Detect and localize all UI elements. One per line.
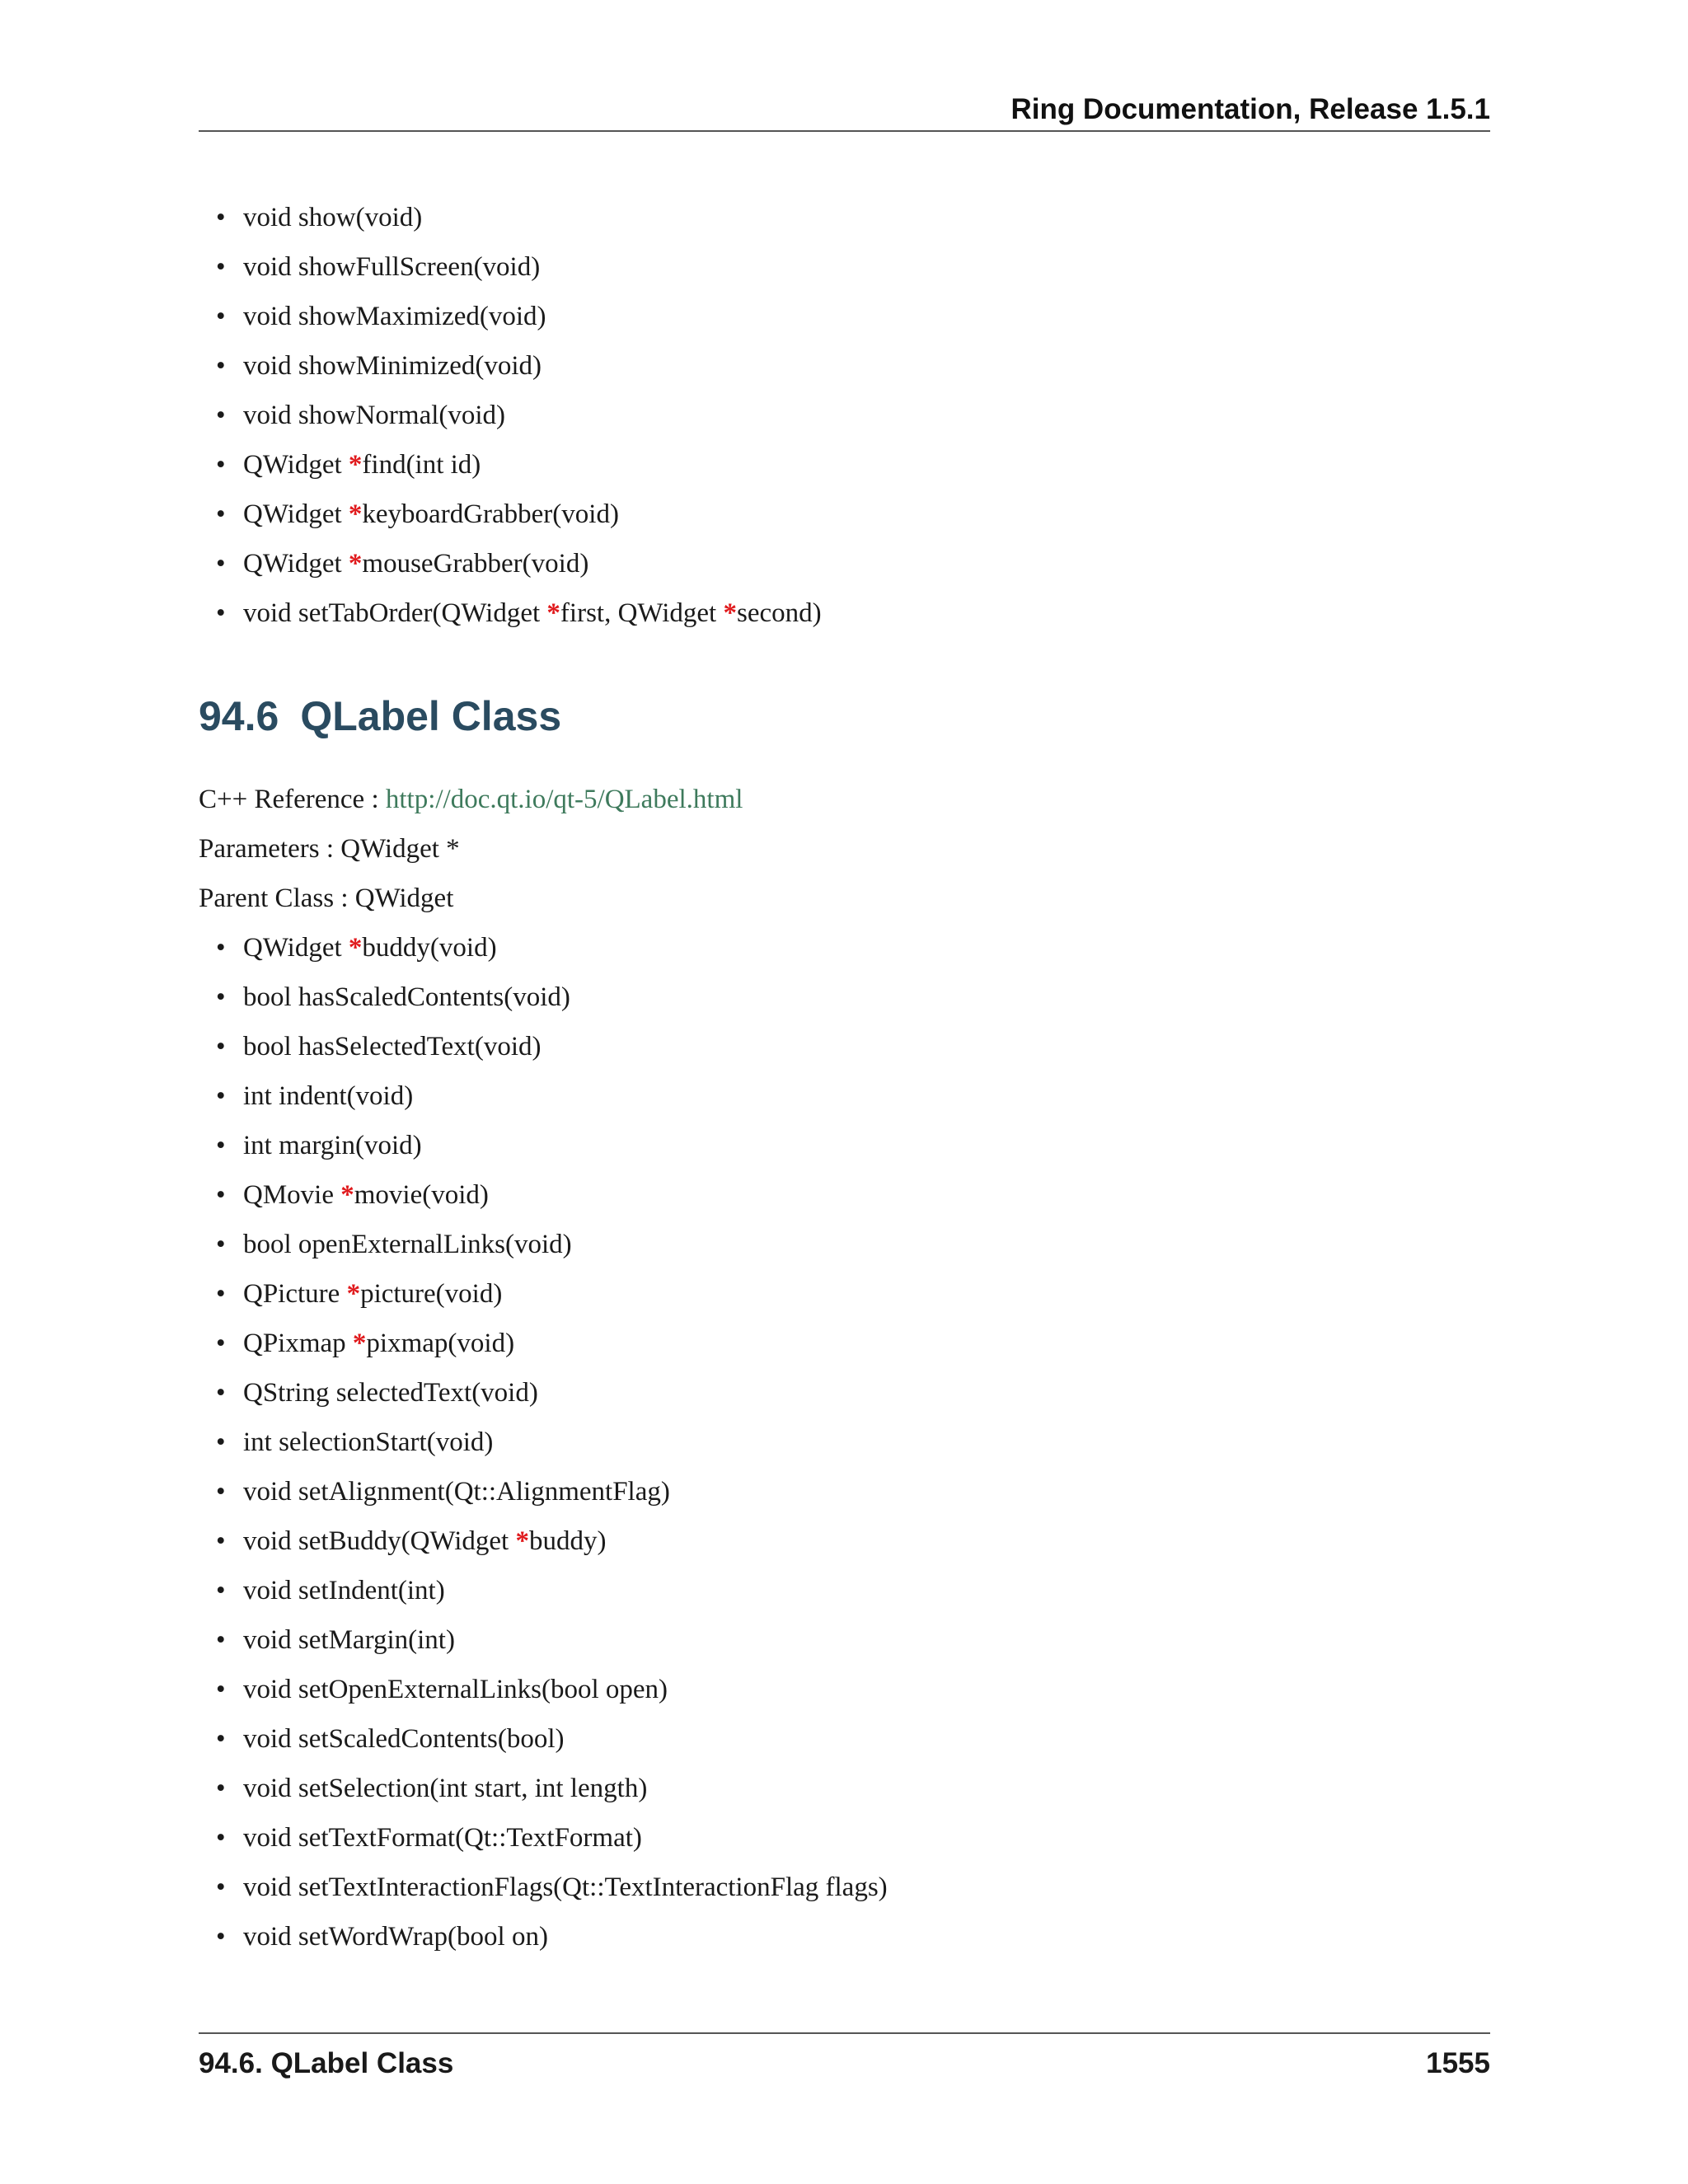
list-item — [216, 1525, 607, 1558]
list-item — [216, 1772, 648, 1805]
bullet-icon: • — [216, 302, 226, 331]
pointer-asterisk: * — [348, 450, 363, 480]
method-text: void show(void) — [243, 203, 423, 232]
method-text: QWidget — [243, 450, 349, 480]
method-text-rest: first, QWidget — [560, 598, 724, 628]
list-item — [216, 1228, 572, 1261]
list-item — [216, 981, 570, 1014]
method-text: int selectionStart(void) — [243, 1427, 494, 1457]
bullet-icon: • — [216, 1477, 226, 1507]
pointer-asterisk: * — [348, 933, 363, 963]
method-text-rest: pixmap(void) — [366, 1329, 515, 1358]
method-text: QString selectedText(void) — [243, 1378, 538, 1408]
pointer-asterisk: * — [546, 598, 560, 628]
reference-label: C++ Reference : — [199, 785, 386, 814]
method-text-rest: second) — [736, 598, 822, 628]
method-text-rest: mouseGrabber(void) — [362, 549, 589, 579]
method-text: void showMaximized(void) — [243, 302, 546, 331]
list-item — [216, 251, 541, 284]
bullet-icon: • — [216, 1675, 226, 1704]
bullet-icon: • — [216, 1378, 226, 1408]
list-item — [216, 547, 589, 580]
bullet-icon: • — [216, 1032, 226, 1062]
bullet-icon: • — [216, 1329, 226, 1358]
pointer-asterisk: * — [352, 1329, 367, 1358]
method-text: QWidget — [243, 933, 349, 963]
method-text: void setWordWrap(bool on) — [243, 1922, 548, 1952]
method-text: QWidget — [243, 549, 349, 579]
list-item — [216, 1722, 565, 1755]
method-text: void setTextInteractionFlags(Qt::TextInteractionFlag flags) — [243, 1872, 888, 1902]
page-number: 1555 — [1426, 2047, 1490, 2079]
pointer-asterisk: * — [340, 1180, 354, 1210]
bullet-icon: • — [216, 1081, 226, 1111]
bullet-icon: • — [216, 1872, 226, 1902]
pointer-asterisk: * — [515, 1526, 529, 1556]
list-item — [216, 1376, 538, 1409]
bullet-icon: • — [216, 1922, 226, 1952]
list-item — [216, 597, 822, 630]
bullet-icon: • — [216, 1774, 226, 1803]
page-footer — [199, 2032, 1490, 2083]
bullet-icon: • — [216, 1279, 226, 1309]
list-item — [216, 448, 481, 481]
method-text: QPicture — [243, 1279, 347, 1309]
document-title: Ring Documentation, Release 1.5.1 — [1010, 93, 1490, 125]
pointer-asterisk: * — [348, 499, 363, 529]
method-text: int margin(void) — [243, 1131, 422, 1160]
method-text: void setIndent(int) — [243, 1576, 445, 1605]
list-item — [216, 349, 542, 382]
section-title-text: QLabel Class — [300, 693, 562, 739]
page-header — [199, 89, 1490, 132]
bullet-icon: • — [216, 549, 226, 579]
method-text: void showMinimized(void) — [243, 351, 542, 381]
bullet-icon: • — [216, 1180, 226, 1210]
method-text: QMovie — [243, 1180, 341, 1210]
list-item — [216, 931, 497, 964]
method-text: void setTextFormat(Qt::TextFormat) — [243, 1823, 642, 1853]
method-text: bool hasScaledContents(void) — [243, 982, 570, 1012]
list-item — [216, 1574, 445, 1607]
method-text: QPixmap — [243, 1329, 353, 1358]
bullet-icon: • — [216, 933, 226, 963]
bullet-icon: • — [216, 1427, 226, 1457]
list-item — [216, 1920, 548, 1953]
pointer-asterisk: * — [723, 598, 737, 628]
parameters-line: Parameters : QWidget * — [199, 834, 460, 864]
bullet-icon: • — [216, 598, 226, 628]
bullet-icon: • — [216, 203, 226, 232]
pointer-asterisk: * — [348, 549, 363, 579]
method-text: void setOpenExternalLinks(bool open) — [243, 1675, 668, 1704]
list-item — [216, 498, 619, 531]
section-number: 94.6 — [199, 693, 279, 739]
list-item — [216, 1426, 494, 1459]
list-item — [216, 1673, 668, 1706]
method-text: void setBuddy(QWidget — [243, 1526, 516, 1556]
method-text: void setSelection(int start, int length) — [243, 1774, 648, 1803]
bullet-icon: • — [216, 1724, 226, 1754]
list-item — [216, 300, 546, 333]
method-text: bool hasSelectedText(void) — [243, 1032, 542, 1062]
list-item — [216, 1179, 489, 1212]
method-text-rest: find(int id) — [362, 450, 481, 480]
method-text: void setAlignment(Qt::AlignmentFlag) — [243, 1477, 670, 1507]
list-item — [216, 1475, 670, 1508]
method-text: int indent(void) — [243, 1081, 414, 1111]
pointer-asterisk: * — [346, 1279, 361, 1309]
method-text-rest: picture(void) — [360, 1279, 503, 1309]
list-item — [216, 1129, 422, 1162]
bullet-icon: • — [216, 401, 226, 430]
list-item — [216, 1080, 414, 1113]
method-text: bool openExternalLinks(void) — [243, 1230, 572, 1259]
bullet-icon: • — [216, 982, 226, 1012]
section-heading — [199, 691, 561, 742]
bullet-icon: • — [216, 499, 226, 529]
method-text: void setMargin(int) — [243, 1625, 455, 1655]
method-text: void showFullScreen(void) — [243, 252, 541, 282]
parent-class-line: Parent Class : QWidget — [199, 883, 454, 913]
list-item — [216, 1030, 542, 1063]
bullet-icon: • — [216, 450, 226, 480]
bullet-icon: • — [216, 1230, 226, 1259]
bullet-icon: • — [216, 1576, 226, 1605]
bullet-icon: • — [216, 1823, 226, 1853]
list-item — [216, 1871, 888, 1904]
method-text: void showNormal(void) — [243, 401, 506, 430]
method-text-rest: keyboardGrabber(void) — [362, 499, 619, 529]
method-text: void setScaledContents(bool) — [243, 1724, 565, 1754]
list-item — [216, 201, 423, 234]
method-text-rest: buddy) — [528, 1526, 607, 1556]
bullet-icon: • — [216, 1526, 226, 1556]
list-item — [216, 1327, 515, 1360]
method-text: void setTabOrder(QWidget — [243, 598, 547, 628]
list-item — [216, 1624, 455, 1657]
cpp-reference-line — [199, 783, 743, 816]
method-text: QWidget — [243, 499, 349, 529]
bullet-icon: • — [216, 1131, 226, 1160]
bullet-icon: • — [216, 252, 226, 282]
method-text-rest: buddy(void) — [362, 933, 497, 963]
list-item — [216, 1277, 503, 1310]
reference-link[interactable]: http://doc.qt.io/qt-5/QLabel.html — [385, 785, 743, 814]
bullet-icon: • — [216, 351, 226, 381]
method-text-rest: movie(void) — [354, 1180, 489, 1210]
bullet-icon: • — [216, 1625, 226, 1655]
list-item — [216, 1821, 642, 1854]
footer-section: 94.6. QLabel Class — [199, 2047, 454, 2079]
list-item — [216, 399, 506, 432]
